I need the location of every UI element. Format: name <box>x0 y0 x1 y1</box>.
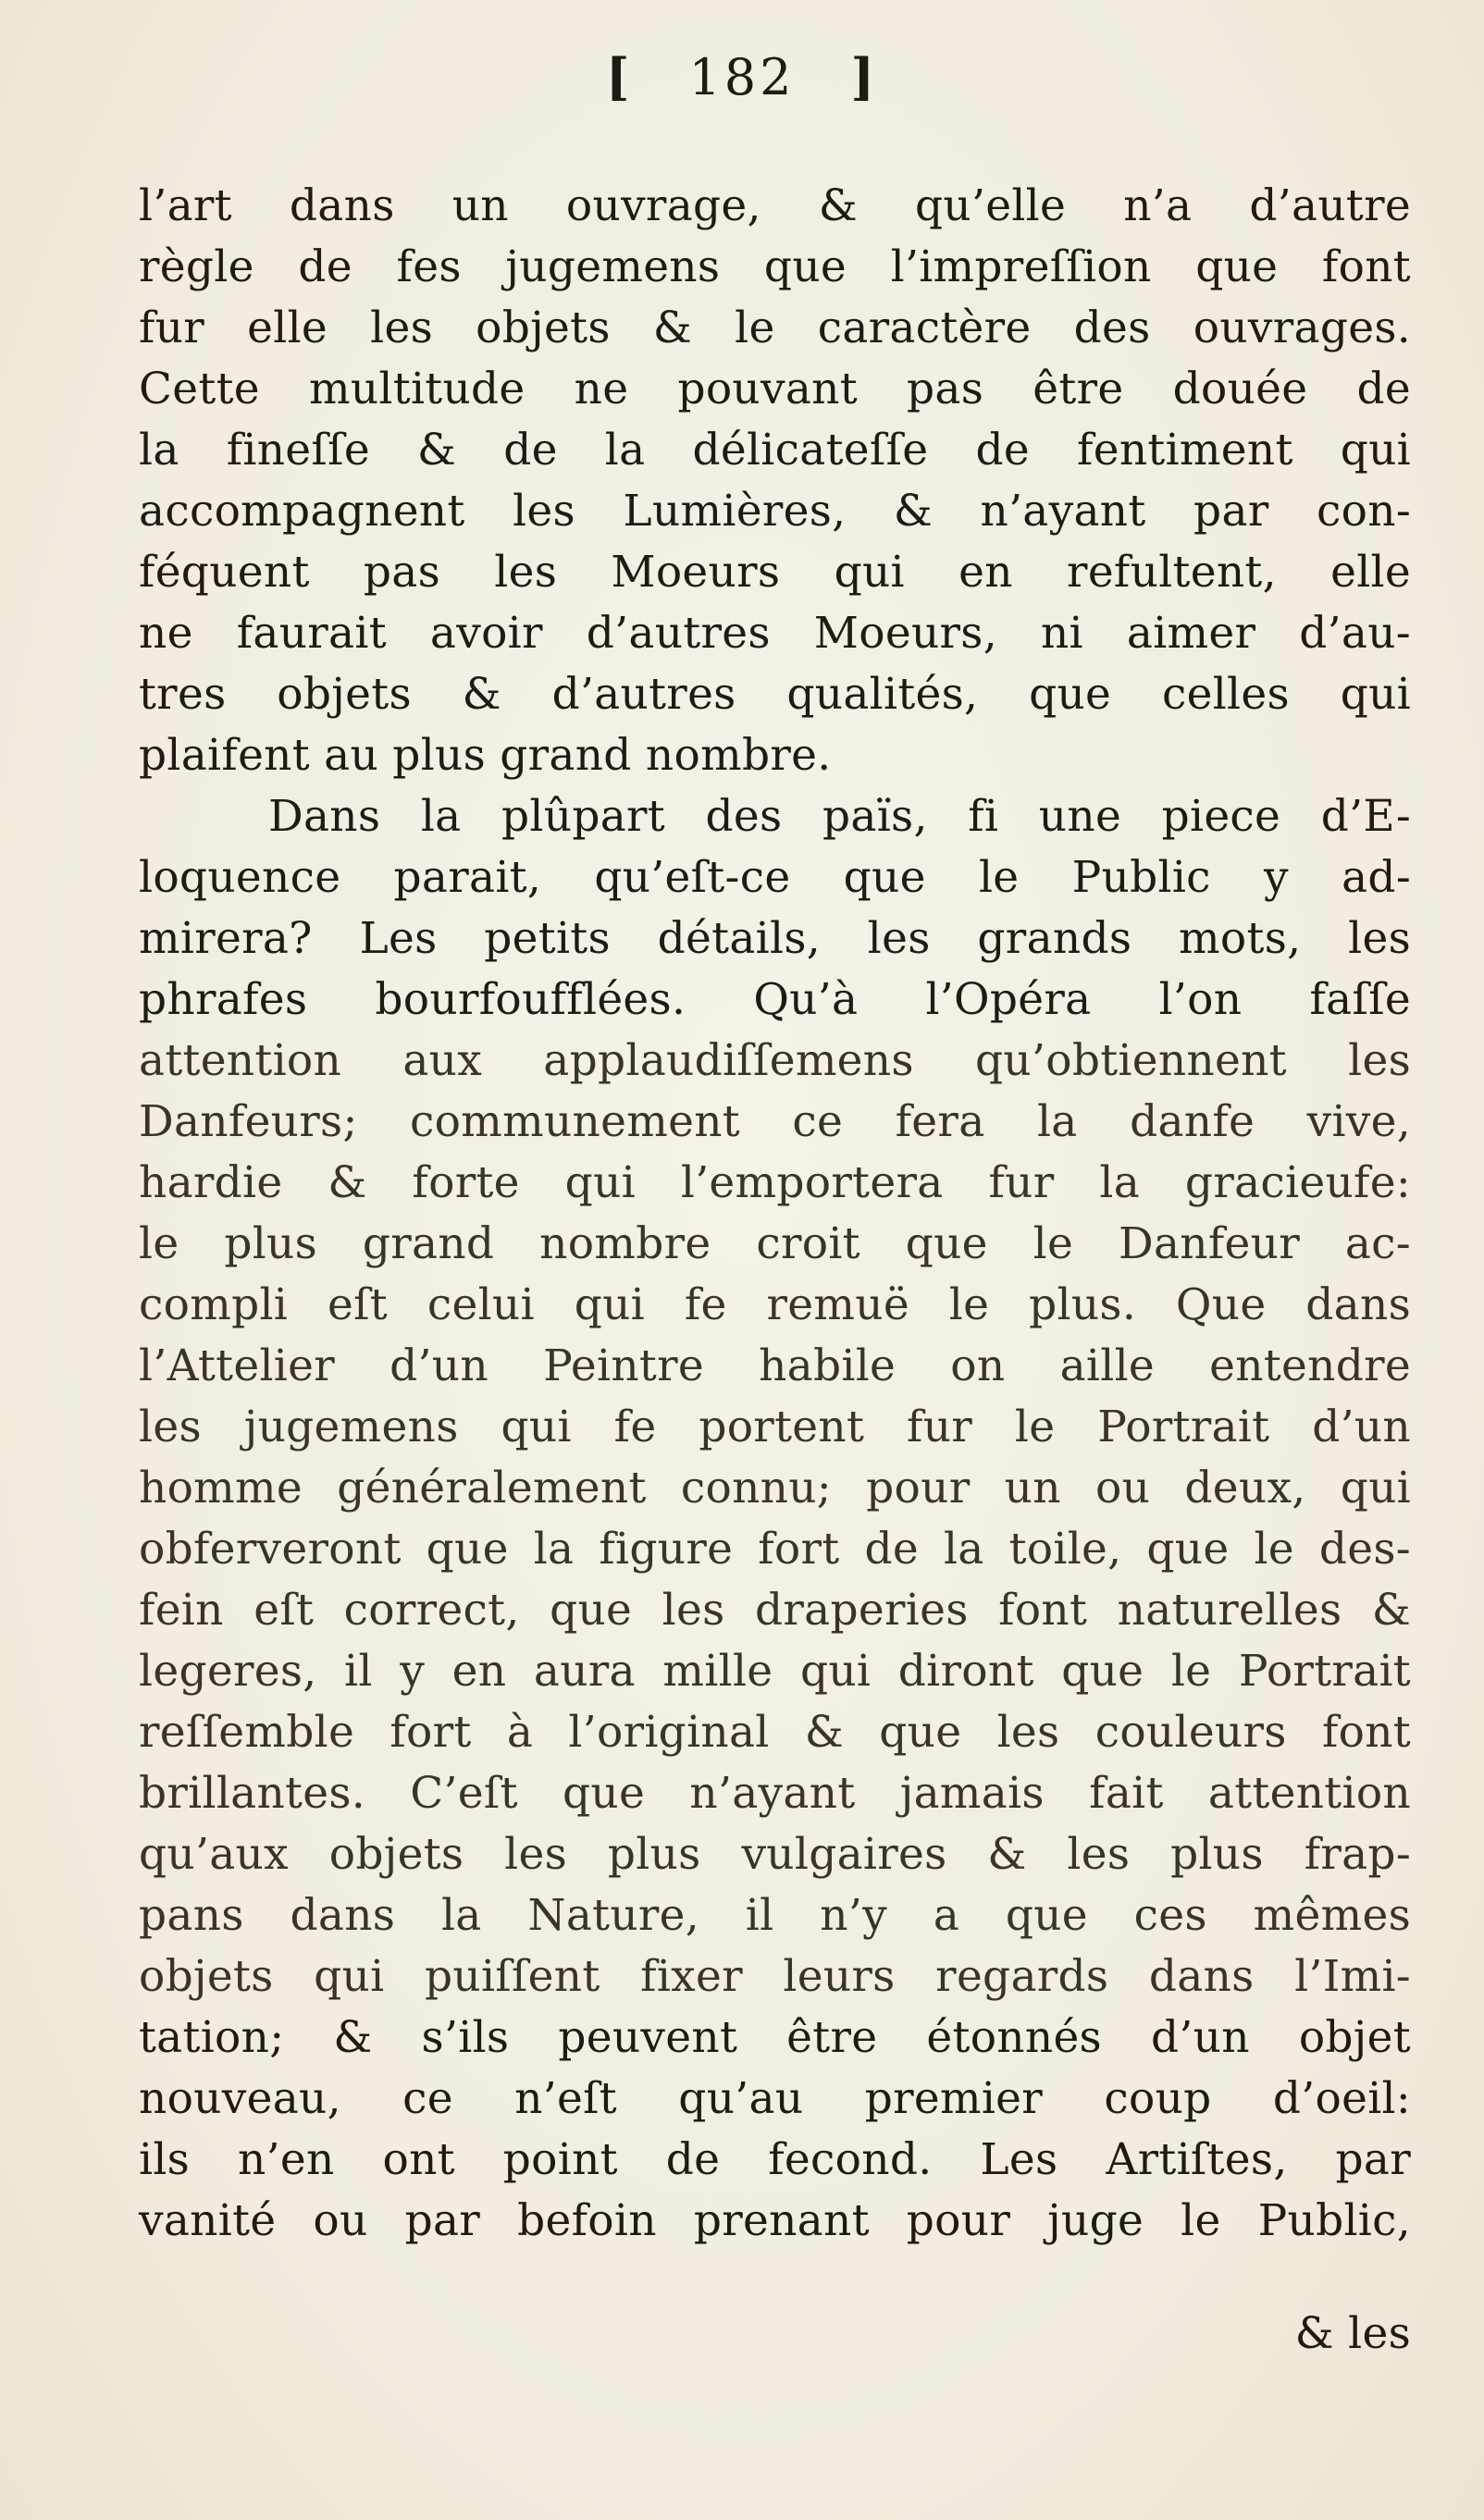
text-line: règle de fes jugemens que l’impreſſion que font <box>139 241 1411 292</box>
text-line: qu’aux objets les plus vulgaires & les plus frap- <box>139 1829 1411 1880</box>
page-header <box>0 47 1484 106</box>
header-bracket-open: [ <box>605 47 634 106</box>
header-bracket-close: ] <box>850 47 879 106</box>
text-line: Danfeurs; communement ce fera la danfe vive, <box>139 1096 1411 1147</box>
text-line: les jugemens qui fe portent fur le Portrait d’un <box>139 1402 1411 1452</box>
text-line: tres objets & d’autres qualités, que celles qui <box>139 669 1411 720</box>
text-line: attention aux applaudiſſemens qu’obtiennent les <box>139 1035 1411 1086</box>
text-line: brillantes. C’eſt que n’ayant jamais fait attention <box>139 1768 1411 1819</box>
paragraph-start-line: Dans la plûpart des païs, fi une piece d’E- <box>268 791 1411 842</box>
text-line: compli eſt celui qui fe remuë le plus. Que dans <box>139 1279 1411 1330</box>
text-line: l’art dans un ouvrage, & qu’elle n’a d’autre <box>139 180 1411 231</box>
text-line: accompagnent les Lumières, & n’ayant par con- <box>139 486 1411 537</box>
body-text <box>139 176 1411 2252</box>
text-line: loquence parait, qu’eſt-ce que le Public y ad- <box>139 852 1411 903</box>
text-line: phrafes bourfoufflées. Qu’à l’Opéra l’on faſſe <box>139 974 1411 1025</box>
paragraph-end-line: plaifent au plus grand nombre. <box>139 730 832 781</box>
text-line: obferveront que la figure fort de la toile, que le des- <box>139 1524 1411 1575</box>
text-line: Cette multitude ne pouvant pas être douée de <box>139 364 1411 414</box>
text-line: tation; & s’ils peuvent être étonnés d’un objet <box>139 2012 1411 2063</box>
text-line: legeres, il y en aura mille qui diront que le Portrait <box>139 1646 1411 1697</box>
text-line: ne faurait avoir d’autres Moeurs, ni aimer d’au- <box>139 608 1411 659</box>
text-line: homme généralement connu; pour un ou deux, qui <box>139 1463 1411 1513</box>
catchword: & les <box>1294 2308 1411 2359</box>
text-line: nouveau, ce n’eſt qu’au premier coup d’oeil: <box>139 2073 1411 2124</box>
text-line: reſſemble fort à l’original & que les couleurs font <box>139 1707 1411 1758</box>
text-line: le plus grand nombre croit que le Danfeur ac- <box>139 1218 1411 1269</box>
text-line: objets qui puiſſent fixer leurs regards dans l’Imi- <box>139 1951 1411 2002</box>
page-number: 182 <box>688 48 796 106</box>
text-line: fur elle les objets & le caractère des ouvrages. <box>139 303 1411 353</box>
text-line: hardie & forte qui l’emportera fur la gracieufe: <box>139 1157 1411 1208</box>
text-line: féquent pas les Moeurs qui en refultent, elle <box>139 547 1411 598</box>
text-line: ils n’en ont point de fecond. Les Artiſtes, par <box>139 2134 1411 2185</box>
text-line: l’Attelier d’un Peintre habile on aille entendre <box>139 1340 1411 1391</box>
text-line: fein eſt correct, que les draperies font naturelles & <box>139 1585 1411 1636</box>
text-line: vanité ou par befoin prenant pour juge le Public, <box>139 2195 1411 2246</box>
text-line: pans dans la Nature, il n’y a que ces mêmes <box>139 1890 1411 1941</box>
text-line: mirera? Les petits détails, les grands mots, les <box>139 913 1411 964</box>
text-line: la fineſſe & de la délicateſſe de fentiment qui <box>139 425 1411 476</box>
